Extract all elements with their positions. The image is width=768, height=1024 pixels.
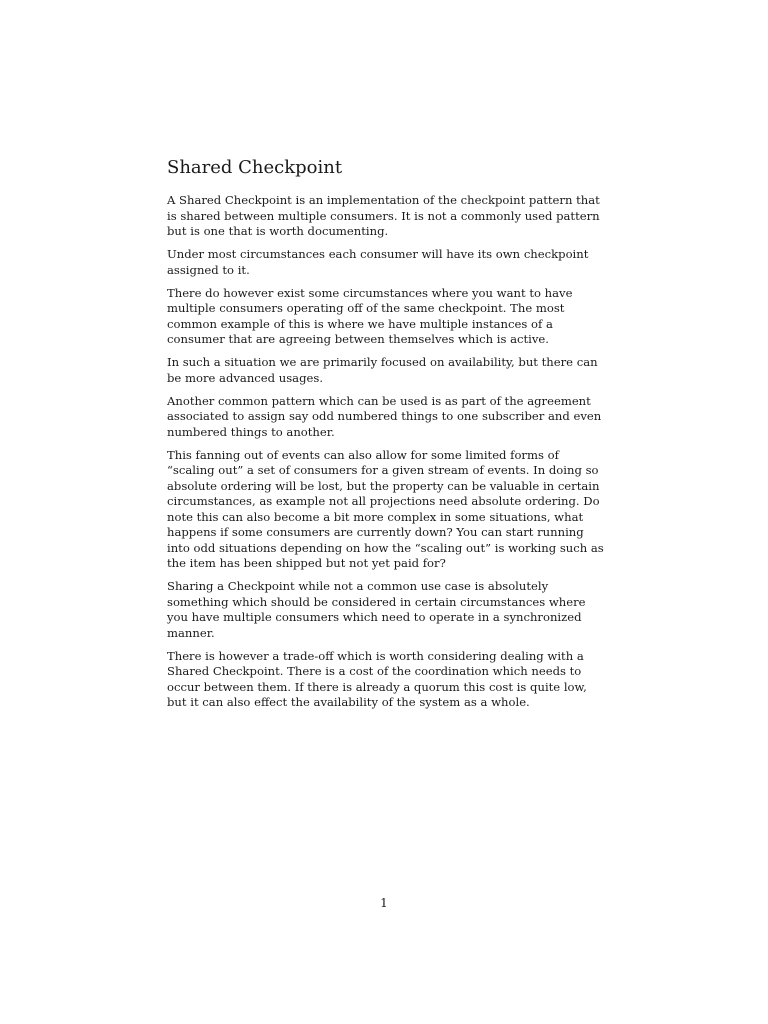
page-number: 1 — [380, 896, 388, 910]
paragraph-5: Another common pattern which can be used is as part of the agreement associated to assign say odd numbered things to one subscriber and even numbered things to another. — [167, 393, 602, 439]
paragraph-7: Sharing a Checkpoint while not a common use case is absolutely something which should be considered in certain circumstances where you have multiple consumers which need to operate in a synchronized manner. — [167, 579, 586, 640]
paragraph-3: There do however exist some circumstances where you want to have multiple consumers operating off of the same checkpoint. The most common example of this is where we have multiple instances of a consumer that are agreeing between themselves which is active. — [167, 285, 573, 346]
paragraph-4: In such a situation we are primarily focused on availability, but there can be more advanced usages. — [167, 355, 598, 385]
document-body — [167, 156, 604, 718]
paragraph-8: There is however a trade-off which is worth considering dealing with a Shared Checkpoint. There is a cost of the coordination which needs to occur between them. If there is already a quorum this cost is quite low, but it can also effect the availability of the system as a whole. — [167, 648, 587, 709]
paragraph-6: This fanning out of events can also allow for some limited forms of “scaling out” a set of consumers for a given stream of events. In doing so absolute ordering will be lost, but the property can be valuable in certain circumstances, as example not all projections need absolute ordering. Do note this can also become a bit more complex in some situations, what happens if some consumers are currently down? You can start running into odd situations depending on how the “scaling out” is working such as the item has been shipped but not yet paid for? — [167, 447, 604, 570]
section-title: Shared Checkpoint — [167, 157, 343, 178]
paragraph-2: Under most circumstances each consumer will have its own checkpoint assigned to it. — [167, 247, 589, 277]
paragraph-1: A Shared Checkpoint is an implementation of the checkpoint pattern that is shared between multiple consumers. It is not a commonly used pattern but is one that is worth documenting. — [167, 193, 600, 238]
